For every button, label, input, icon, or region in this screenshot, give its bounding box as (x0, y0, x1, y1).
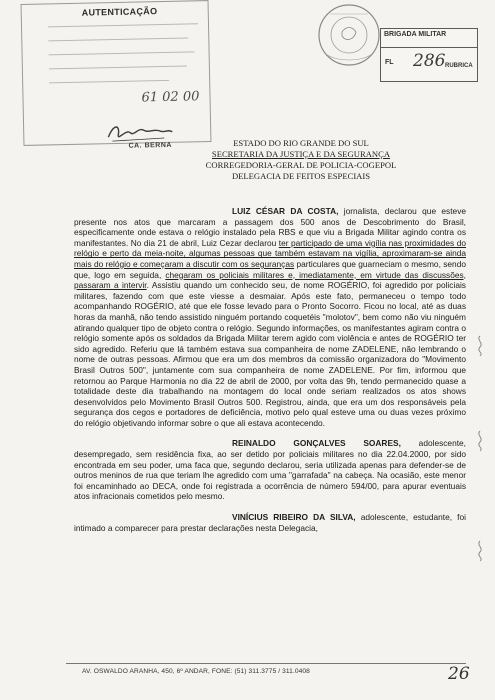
folha-number-handwritten: 286 (413, 51, 446, 71)
letterhead-line: ESTADO DO RIO GRANDE DO SUL (233, 138, 369, 148)
paragraph-reinaldo (74, 438, 466, 502)
paragraph-text: . Assistiu quando um conhecido seu, de nome ROGÉRIO, foi agredido por policiais militares, fazendo com que este viesse a desmaiar. Após este fato, permaneceu o tempo todo acompanhando ROGÉRIO, até que ele fosse levado para o Pronto Socorro. Ficou no local, até as duas horas da manhã, não tendo assistido ninguém portando coquetéis "molotov", bem como não viu ninguém atirando qualquer tipo de objeto contra o relógio. Segundo informações, os manifestantes agiram contra o relógio somente após os soldados da Brigada Militar terem agido com violência e antes de ROGÉRIO ter sido agredido. Referiu que lá também estava sua companheira de nome ZADELENE, não lembrando o nome de outras pessoas. Afirmou que era um dos membros da comissão organizadora do "Movimento Brasil Outros 500", juntamente com sua companheira de nome ZADELENE. Por fim, informou que retornou ao Parque Harmonia no dia 22 de abril de 2000, por volta das 9h, tendo permanecido quase a totalidade deste dia trabalhando na montagem do local onde seriam realizados os atos shows desenvolvidos pelo Movimento Brasil Outros 500. Registrou, ainda, que era um dos responsáveis pela segurança dos cegos e portadores de deficiência, motivo pelo qual esteve uma ou duas vezes próximo do relógio objetivando informar sobre o que ali estava acontecendo. (74, 280, 466, 428)
paragraph-text: adolescente, desempregado, sem residência fixa, ao ser detido por policiais militares no dia 22.04.2000, por sido encontrada em seu poder, uma faca que, segundo declarou, seria utilizada apenas para defender-se de outros meninos de rua que teriam lhe agredido com uma "garrafada" na cabeça. Na ocasião, este menor foi encaminhado ao DECA, onde foi registrada a ocorrência de número 594/00, para apurar eventuais atos infracionais cometidos pelo mesmo. (74, 438, 466, 502)
witness-name: VINÍCIUS RIBEIRO DA SILVA, (232, 512, 356, 523)
paragraph-vinicius (74, 512, 466, 533)
margin-pencil-mark-icon (474, 335, 486, 357)
underlined-text: ter participado de uma vigília nas proximidades do relógio e perto da meia-noite, algumas pessoas que também estavam na vigília, aproximaram-se ainda mais do relógio e começaram a discutir com os seguranças (74, 237, 466, 269)
paragraph-text: particulares que guarneciam o mesmo, sendo que, logo em seguida, (74, 258, 466, 280)
footer-address: AV. OSWALDO ARANHA, 450, 6º ANDAR, FONE: (51) 311.3775 / 311.0408 (82, 668, 310, 675)
authentication-stamp (21, 0, 212, 150)
letterhead-line: CORREGEDORIA-GERAL DE POLICIA-COGEPOL (205, 160, 397, 170)
letterhead-line: DELEGACIA DE FEITOS ESPECIAIS (231, 171, 371, 181)
page-number-handwritten: 26 (448, 664, 470, 684)
authentication-date-handwritten: 61 02 00 (141, 89, 200, 106)
authentication-signer-name: CA. BERNA (128, 141, 172, 150)
stamp-faint-line (48, 23, 198, 27)
authentication-stamp-title: AUTENTICAÇÃO (81, 6, 158, 18)
footer-divider (66, 663, 466, 664)
witness-name: REINALDO GONÇALVES SOARES, (232, 438, 401, 449)
brigada-militar-page-box (380, 28, 478, 82)
stamp-faint-line (48, 37, 188, 41)
margin-pencil-mark-icon (474, 540, 486, 562)
document-body (74, 206, 466, 533)
rubrica-label: RUBRICA (445, 63, 473, 69)
paragraph-luiz-cesar (74, 206, 466, 428)
paragraph-text: jornalista, declarou que esteve presente nos atos que marcaram a passagem dos 500 anos de Descobrimento do Brasil, especificamente onde estava o relógio instalado pela RBS e que viu a Brigada Militar agindo contra os manifestantes. No dia 21 de abril, Luiz Cezar declarou (74, 206, 467, 248)
brigada-militar-title: BRIGADA MILITAR (384, 31, 447, 38)
stamp-faint-line (49, 51, 195, 55)
stamp-faint-line (49, 66, 187, 70)
witness-name: LUIZ CÉSAR DA COSTA, (232, 206, 339, 216)
round-official-seal-icon (316, 2, 382, 68)
letterhead-line: SECRETARIA DA JUSTIÇA E DA SEGURANÇA (211, 149, 391, 159)
paragraph-text: adolescente, estudante, foi intimado a comparecer para prestar declarações nesta Delegacia, (74, 512, 466, 533)
letterhead (196, 138, 406, 182)
box-divider (381, 47, 477, 48)
underlined-text: chegaram os policiais militares e, imediatamente, em virtude das discussões, passaram a intervir (74, 269, 466, 291)
folha-label: FL (385, 59, 394, 66)
stamp-faint-line (49, 80, 169, 84)
margin-pencil-mark-icon (474, 430, 486, 452)
